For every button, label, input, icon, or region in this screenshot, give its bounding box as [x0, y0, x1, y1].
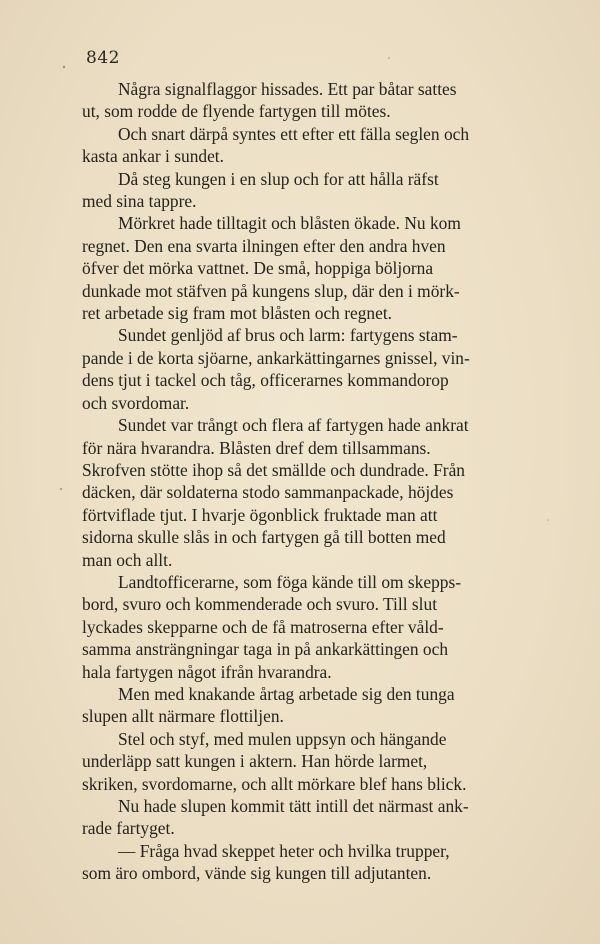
- paragraph: Nu hade slupen kommit tätt intill det närmast ank- rade fartyget.: [82, 796, 469, 839]
- paragraph: Och snart därpå syntes ett efter ett fälla seglen och kasta ankar i sundet.: [82, 123, 470, 167]
- paragraph: — Fråga hvad skeppet heter och hvilka trupper, som äro ombord, vände sig kungen till adjutanten.: [82, 840, 450, 884]
- paragraph: Men med knakande årtag arbetade sig den tunga slupen allt närmare flottiljen.: [82, 683, 455, 727]
- paragraph: Sundet var trångt och flera af fartygen hade ankrat för nära hvarandra. Blåsten dref dem tillsammans. Skrofven stötte ihop så det smällde och dundrade. Från däcken, där soldaterna stodo sammanpackade, höjdes förtviflade tjut. I hvarje ögonblick fruktade man att sidorna skulle slås in och fartygen gå till botten med man och allt.: [82, 415, 469, 570]
- body-text: [82, 78, 545, 885]
- paragraph: Sundet genljöd af brus och larm: fartygens stam- pande i de korta sjöarne, ankarkättingarnes gnissel, vin- dens tjut i tackel och tåg, officerarnes kommandorop och svordomar.: [82, 325, 470, 413]
- paragraph: Landtofficerarne, som föga kände till om skepps- bord, svuro och kommenderade och svuro. Till slut lyckades skepparne och de få matroserna efter våld- samma ansträngningar taga in på ankarkättingen och hala fartygen något ifrån hvarandra.: [82, 571, 462, 682]
- page-number: 842: [86, 48, 120, 68]
- paragraph: Några signalflaggor hissades. Ett par båtar sattes ut, som rodde de flyende fartygen till mötes.: [82, 79, 457, 122]
- paragraph: Stel och styf, med mulen uppsyn och hängande underläpp satt kungen i aktern. Han hörde larmet, skriken, svordomarne, och allt mörkare blef hans blick.: [82, 728, 467, 794]
- paragraph: Mörkret hade tilltagit och blåsten ökade. Nu kom regnet. Den ena svarta ilningen efter den andra hven öfver det mörka vattnet. De små, hoppiga böljorna dunkade mot stäfven på kungens slup, där den i mörk- ret arbetade sig fram mot blåsten och regnet.: [82, 213, 461, 324]
- paragraph: Då steg kungen i en slup och for att hålla räfst med sina tappre.: [82, 168, 439, 212]
